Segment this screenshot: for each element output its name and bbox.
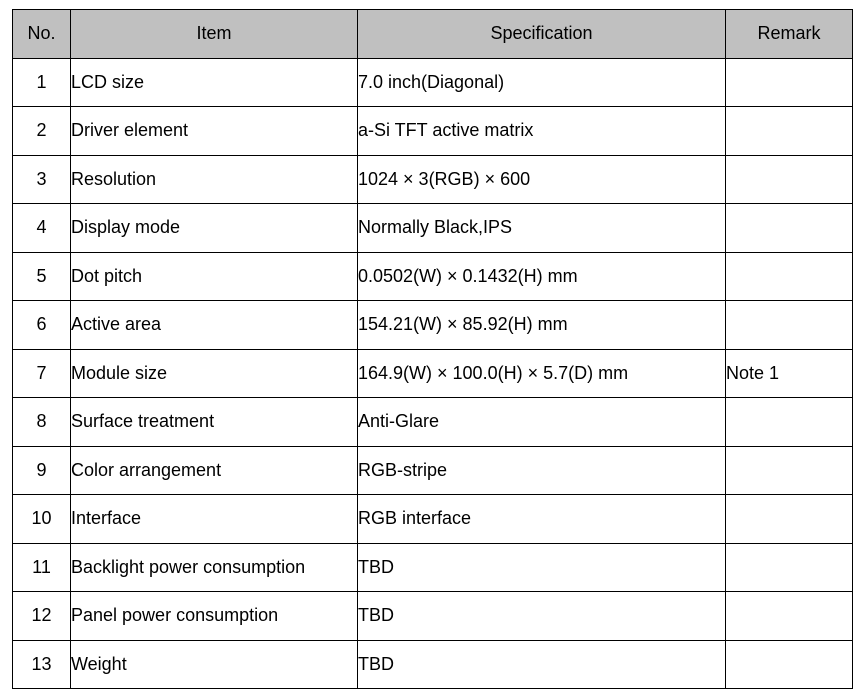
remark-cell (726, 107, 853, 156)
item-cell: Resolution (71, 155, 358, 204)
specification-cell: 0.0502(W) × 0.1432(H) mm (358, 252, 726, 301)
table-row (13, 640, 853, 689)
header-no: No. (13, 10, 71, 59)
row-number-cell: 2 (13, 107, 71, 156)
table-row (13, 252, 853, 301)
specification-cell: a-Si TFT active matrix (358, 107, 726, 156)
row-number-cell: 12 (13, 592, 71, 641)
table-row (13, 495, 853, 544)
table-row (13, 592, 853, 641)
item-cell: Dot pitch (71, 252, 358, 301)
specification-cell: 154.21(W) × 85.92(H) mm (358, 301, 726, 350)
remark-cell (726, 301, 853, 350)
table-row (13, 155, 853, 204)
row-number-cell: 5 (13, 252, 71, 301)
table-row (13, 58, 853, 107)
remark-cell (726, 592, 853, 641)
remark-cell (726, 58, 853, 107)
table-header (13, 10, 853, 59)
specification-cell: 1024 × 3(RGB) × 600 (358, 155, 726, 204)
item-cell: Module size (71, 349, 358, 398)
item-cell: Driver element (71, 107, 358, 156)
row-number-cell: 3 (13, 155, 71, 204)
row-number-cell: 13 (13, 640, 71, 689)
table-row (13, 349, 853, 398)
spec-table-container (12, 9, 853, 689)
row-number-cell: 4 (13, 204, 71, 253)
remark-cell (726, 398, 853, 447)
remark-cell: Note 1 (726, 349, 853, 398)
item-cell: Backlight power consumption (71, 543, 358, 592)
table-row (13, 204, 853, 253)
specification-cell: Normally Black,IPS (358, 204, 726, 253)
item-cell: Weight (71, 640, 358, 689)
remark-cell (726, 204, 853, 253)
remark-cell (726, 446, 853, 495)
remark-cell (726, 252, 853, 301)
item-cell: Active area (71, 301, 358, 350)
item-cell: LCD size (71, 58, 358, 107)
row-number-cell: 1 (13, 58, 71, 107)
remark-cell (726, 155, 853, 204)
header-specification: Specification (358, 10, 726, 59)
table-row (13, 446, 853, 495)
table-row (13, 398, 853, 447)
remark-cell (726, 640, 853, 689)
item-cell: Surface treatment (71, 398, 358, 447)
row-number-cell: 8 (13, 398, 71, 447)
specification-cell: TBD (358, 543, 726, 592)
specification-cell: RGB-stripe (358, 446, 726, 495)
table-row (13, 107, 853, 156)
specification-cell: TBD (358, 640, 726, 689)
row-number-cell: 10 (13, 495, 71, 544)
remark-cell (726, 543, 853, 592)
item-cell: Display mode (71, 204, 358, 253)
specification-cell: RGB interface (358, 495, 726, 544)
table-row (13, 543, 853, 592)
specification-cell: Anti-Glare (358, 398, 726, 447)
row-number-cell: 9 (13, 446, 71, 495)
table-row (13, 301, 853, 350)
specification-table (12, 9, 853, 689)
row-number-cell: 6 (13, 301, 71, 350)
row-number-cell: 7 (13, 349, 71, 398)
item-cell: Color arrangement (71, 446, 358, 495)
table-body (13, 58, 853, 689)
specification-cell: 7.0 inch(Diagonal) (358, 58, 726, 107)
header-remark: Remark (726, 10, 853, 59)
item-cell: Interface (71, 495, 358, 544)
row-number-cell: 11 (13, 543, 71, 592)
remark-cell (726, 495, 853, 544)
header-row (13, 10, 853, 59)
specification-cell: TBD (358, 592, 726, 641)
specification-cell: 164.9(W) × 100.0(H) × 5.7(D) mm (358, 349, 726, 398)
item-cell: Panel power consumption (71, 592, 358, 641)
header-item: Item (71, 10, 358, 59)
